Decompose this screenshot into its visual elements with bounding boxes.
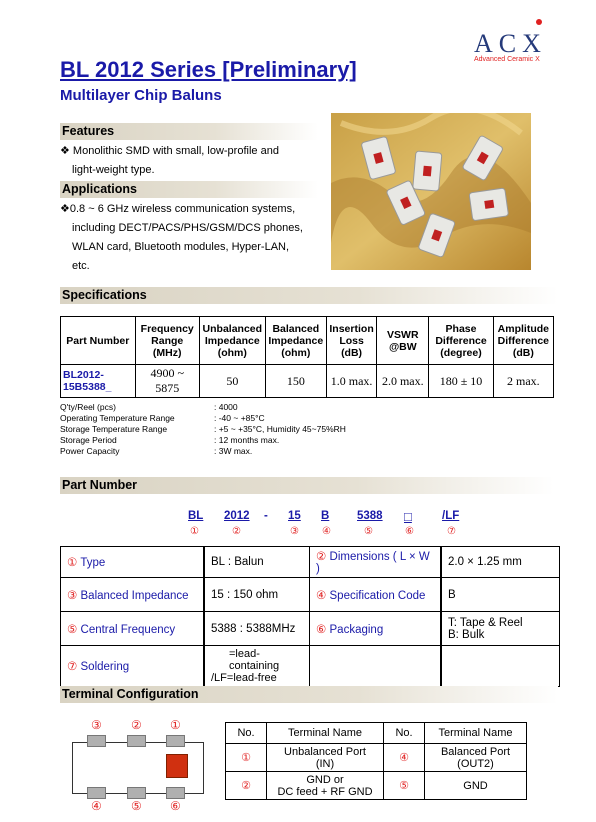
applications-line: WLAN card, Bluetooth modules, Hyper-LAN, [72, 241, 290, 253]
pin-label: ③ [91, 718, 102, 732]
spec-cell: 4900 ~ 5875 [135, 365, 199, 398]
pin-label: ① [170, 718, 181, 732]
spec-code-label: ④ Specification Code [310, 578, 442, 612]
logo: ACX [474, 29, 547, 58]
spec-misc [60, 402, 346, 457]
spec-header: Part Number [61, 317, 136, 365]
code-num: ① [190, 526, 199, 537]
terminal-heading: Terminal Configuration [60, 686, 558, 703]
code-size: 2012 [224, 510, 250, 522]
terminal-name: Unbalanced Port (IN) [267, 744, 384, 772]
spec-cell: 2 max. [493, 365, 553, 398]
pad-2 [127, 735, 146, 747]
frequency-value: 5388 : 5388MHz [204, 612, 310, 646]
pad-4 [87, 787, 106, 799]
spec-header: Amplitude Difference (dB) [493, 317, 553, 365]
code-num: ⑦ [447, 526, 456, 537]
pin-label: ② [131, 718, 142, 732]
code-num: ⑤ [364, 526, 373, 537]
pin-label: ④ [91, 799, 102, 813]
terminal-header: No. [226, 723, 267, 744]
table-row [61, 578, 560, 612]
misc-row: Operating Temperature Range : -40 ~ +85°C [60, 413, 265, 423]
spec-table [60, 316, 554, 398]
terminal-no: ④ [384, 744, 425, 772]
pad-6 [166, 787, 185, 799]
spec-header: Balanced Impedance (ohm) [265, 317, 326, 365]
pad-5 [127, 787, 146, 799]
impedance-label: ③ Balanced Impedance [61, 578, 205, 612]
misc-row: Q'ty/Reel (pcs) : 4000 [60, 402, 238, 412]
spec-cell: 150 [265, 365, 326, 398]
terminal-no: ⑤ [384, 772, 425, 800]
spec-header: Frequency Range (MHz) [135, 317, 199, 365]
spec-code-value: B [441, 578, 560, 612]
pad-1 [166, 735, 185, 747]
terminal-name: GND [425, 772, 527, 800]
misc-row: Storage Temperature Range : +5 ~ +35°C, Humidity 45~75%RH [60, 424, 346, 434]
code-spec: B [321, 510, 330, 522]
empty-cell [441, 646, 560, 687]
terminal-header: No. [384, 723, 425, 744]
applications-text [60, 200, 303, 276]
terminal-name: GND or DC feed + RF GND [267, 772, 384, 800]
part-number-heading: Part Number [60, 477, 554, 494]
table-row [226, 744, 527, 772]
spec-cell: 1.0 max. [326, 365, 376, 398]
code-num: ③ [290, 526, 299, 537]
pin-label: ⑥ [170, 799, 181, 813]
applications-line: including DECT/PACS/PHS/GSM/DCS phones, [72, 222, 303, 234]
chip-pic [413, 151, 442, 191]
terminal-no: ② [226, 772, 267, 800]
misc-row: Storage Period : 12 months max. [60, 435, 280, 445]
dimensions-value: 2.0 × 1.25 mm [441, 547, 560, 578]
part-number-table [60, 546, 560, 687]
features-line: light-weight type. [72, 164, 155, 176]
code-dash: - [264, 510, 268, 522]
table-row [61, 612, 560, 646]
terminal-name: Balanced Port (OUT2) [425, 744, 527, 772]
features-line: ❖ Monolithic SMD with small, low-profile and [60, 145, 279, 157]
soldering-value: =lead-containing /LF=lead-free [204, 646, 310, 687]
spec-cell: 2.0 max. [377, 365, 429, 398]
applications-heading: Applications [60, 181, 318, 198]
spec-header: Phase Difference (degree) [429, 317, 493, 365]
frequency-label: ⑤ Central Frequency [61, 612, 205, 646]
spec-header: Insertion Loss (dB) [326, 317, 376, 365]
type-label: ① Type [61, 547, 205, 578]
type-value: BL : Balun [204, 547, 310, 578]
features-heading: Features [60, 123, 318, 140]
logo-tagline: Advanced Ceramic X [474, 56, 540, 63]
table-row [61, 646, 560, 687]
code-bl: BL [188, 510, 204, 522]
table-row [226, 772, 527, 800]
terminal-header: Terminal Name [267, 723, 384, 744]
empty-cell [310, 646, 442, 687]
packaging-label: ⑥ Packaging [310, 612, 442, 646]
code-packaging: □ [404, 509, 412, 524]
soldering-label: ⑦ Soldering [61, 646, 205, 687]
table-row [61, 365, 554, 398]
spec-header: VSWR @BW [377, 317, 429, 365]
applications-line: ❖0.8 ~ 6 GHz wireless communication systems, [60, 203, 296, 215]
packaging-value: T: Tape & Reel B: Bulk [441, 612, 560, 646]
terminal-table [225, 722, 527, 800]
spec-cell: BL2012-15B5388_ [61, 365, 136, 398]
code-num: ⑥ [405, 526, 414, 537]
spec-header: Unbalanced Impedance (ohm) [199, 317, 265, 365]
table-row [226, 723, 527, 744]
applications-line: etc. [72, 260, 90, 272]
page-title: BL 2012 Series [Preliminary] [60, 57, 357, 82]
code-soldering: /LF [442, 510, 460, 522]
features-text [60, 142, 279, 180]
specifications-heading: Specifications [60, 287, 558, 304]
spec-cell: 180 ± 10 [429, 365, 493, 398]
terminal-header: Terminal Name [425, 723, 527, 744]
page-subtitle: Multilayer Chip Baluns [60, 87, 222, 104]
dimensions-label: ② Dimensions ( L × W ) [310, 547, 442, 578]
chip-pic [469, 188, 509, 221]
spec-cell: 50 [199, 365, 265, 398]
pad-3 [87, 735, 106, 747]
orientation-mark [166, 754, 188, 778]
code-num: ② [232, 526, 241, 537]
product-photo [331, 113, 531, 270]
logo-dot [536, 19, 542, 25]
terminal-no: ① [226, 744, 267, 772]
code-num: ④ [322, 526, 331, 537]
code-impedance: 15 [288, 510, 301, 522]
pin-label: ⑤ [131, 799, 142, 813]
code-frequency: 5388 [357, 510, 383, 522]
misc-row: Power Capacity : 3W max. [60, 446, 253, 456]
impedance-value: 15 : 150 ohm [204, 578, 310, 612]
table-row [61, 547, 560, 578]
